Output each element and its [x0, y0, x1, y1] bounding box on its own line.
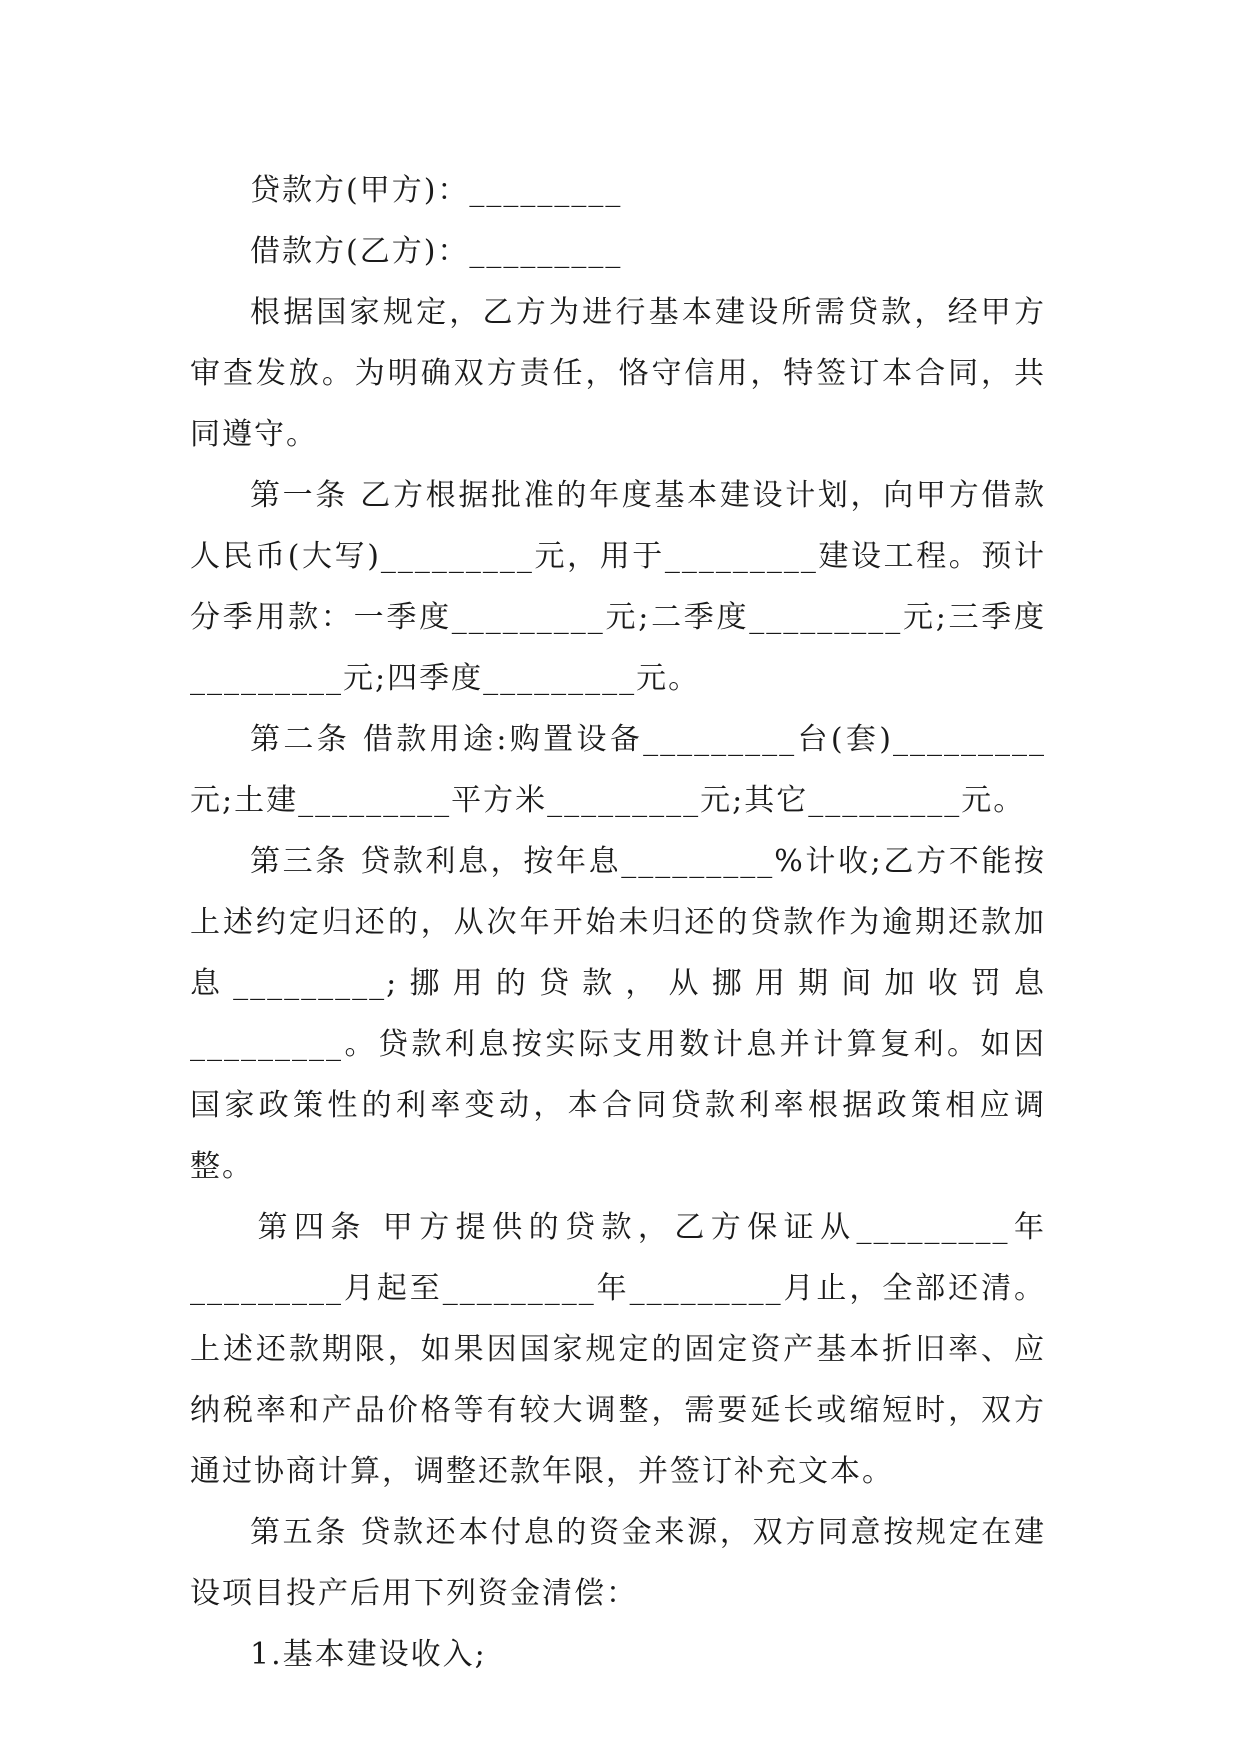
article-4-paragraph: 第四条 甲方提供的贷款，乙方保证从_________年_________月起至_________年_________月止，全部还清。上述还款期限，如果因国家规定的固定资产基本折旧率、应纳税率和产品价格等有较大调整，需要延长或缩短时，双方通过协商计算，调整还款年限，并签订补充文本。	[190, 1210, 1046, 1489]
article-1-paragraph: 第一条 乙方根据批准的年度基本建设计划，向甲方借款人民币(大写)_________元，用于_________建设工程。预计分季用款：一季度_________元;二季度_________元;三季度_________元;四季度_________元。	[190, 478, 1046, 696]
article-3-paragraph: 第三条 贷款利息，按年息_________%计收;乙方不能按上述约定归还的，从次年开始未归还的贷款作为逾期还款加息_________;挪用的贷款，从挪用期间加收罚息_________。贷款利息按实际支用数计息并计算复利。如因国家政策性的利率变动，本合同贷款利率根据政策相应调整。	[190, 844, 1046, 1184]
list-item-1: 1.基本建设收入;	[250, 1637, 487, 1672]
article-5-paragraph: 第五条 贷款还本付息的资金来源，双方同意按规定在建设项目投产后用下列资金清偿：	[190, 1515, 1046, 1611]
preamble-paragraph: 根据国家规定，乙方为进行基本建设所需贷款，经甲方审查发放。为明确双方责任，恪守信用，特签订本合同，共同遵守。	[190, 295, 1046, 452]
article-2-paragraph: 第二条 借款用途:购置设备_________台(套)_________元;土建_________平方米_________元;其它_________元。	[190, 722, 1046, 818]
contract-body	[190, 160, 1046, 1685]
borrower-line: 借款方(乙方)：_________	[250, 234, 623, 269]
lender-line: 贷款方(甲方)：_________	[250, 173, 623, 208]
